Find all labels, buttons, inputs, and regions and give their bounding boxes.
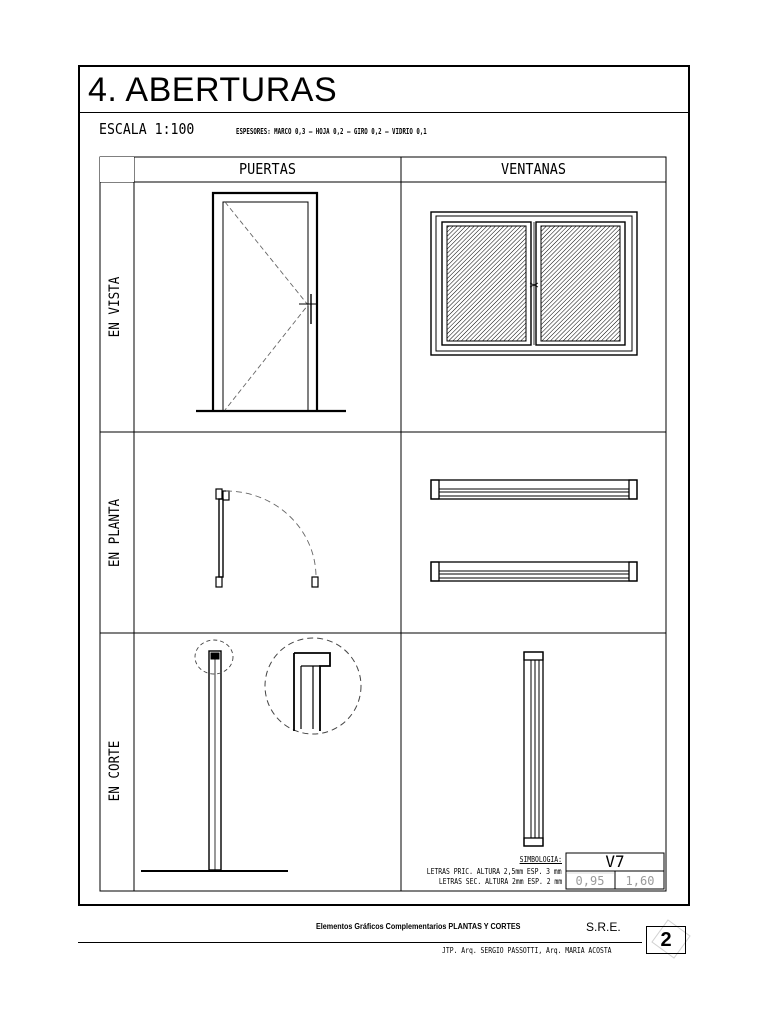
scale-label: ESCALA 1:100 <box>99 120 195 138</box>
row-label-en-planta: EN PLANTA <box>107 498 123 568</box>
row-label-en-vista: EN VISTA <box>107 276 123 338</box>
column-header-puertas: PUERTAS <box>239 160 296 178</box>
thicknesses-label: ESPESORES: MARCO 0,3 – HOJA 0,2 – GIRO 0,2 – VIDRIO 0,1 <box>236 127 427 136</box>
footer-title: Elementos Gráficos Complementarios PLANTAS Y CORTES <box>316 922 521 931</box>
footer-authors: JTP. Arq. SERGIO PASSOTTI, Arq. MARIA ACOSTA <box>442 946 612 955</box>
footer-divider <box>78 942 642 943</box>
symbology-line-1: LETRAS PRIC. ALTURA 2,5mm ESP. 3 mm <box>427 867 562 876</box>
footer-sre: S.R.E. <box>586 920 621 934</box>
symbology-label: SIMBOLOGIA: <box>519 855 562 864</box>
door-elevation <box>196 193 346 411</box>
page-number: 2 <box>646 926 686 954</box>
door-plan <box>216 489 318 587</box>
column-header-ventanas: VENTANAS <box>500 160 567 178</box>
symbology-height: 1,60 <box>625 874 655 888</box>
door-section <box>141 638 361 871</box>
symbology-line-2: LETRAS SEC. ALTURA 2mm ESP. 2 mm <box>438 877 562 886</box>
symbology-code: V7 <box>605 852 625 871</box>
row-label-en-corte: EN CORTE <box>107 740 123 802</box>
window-elevation <box>431 212 637 355</box>
page-title: 4. ABERTURAS <box>88 71 338 109</box>
symbology-width: 0,95 <box>575 874 605 888</box>
window-plan <box>431 480 637 581</box>
window-section <box>524 652 543 846</box>
